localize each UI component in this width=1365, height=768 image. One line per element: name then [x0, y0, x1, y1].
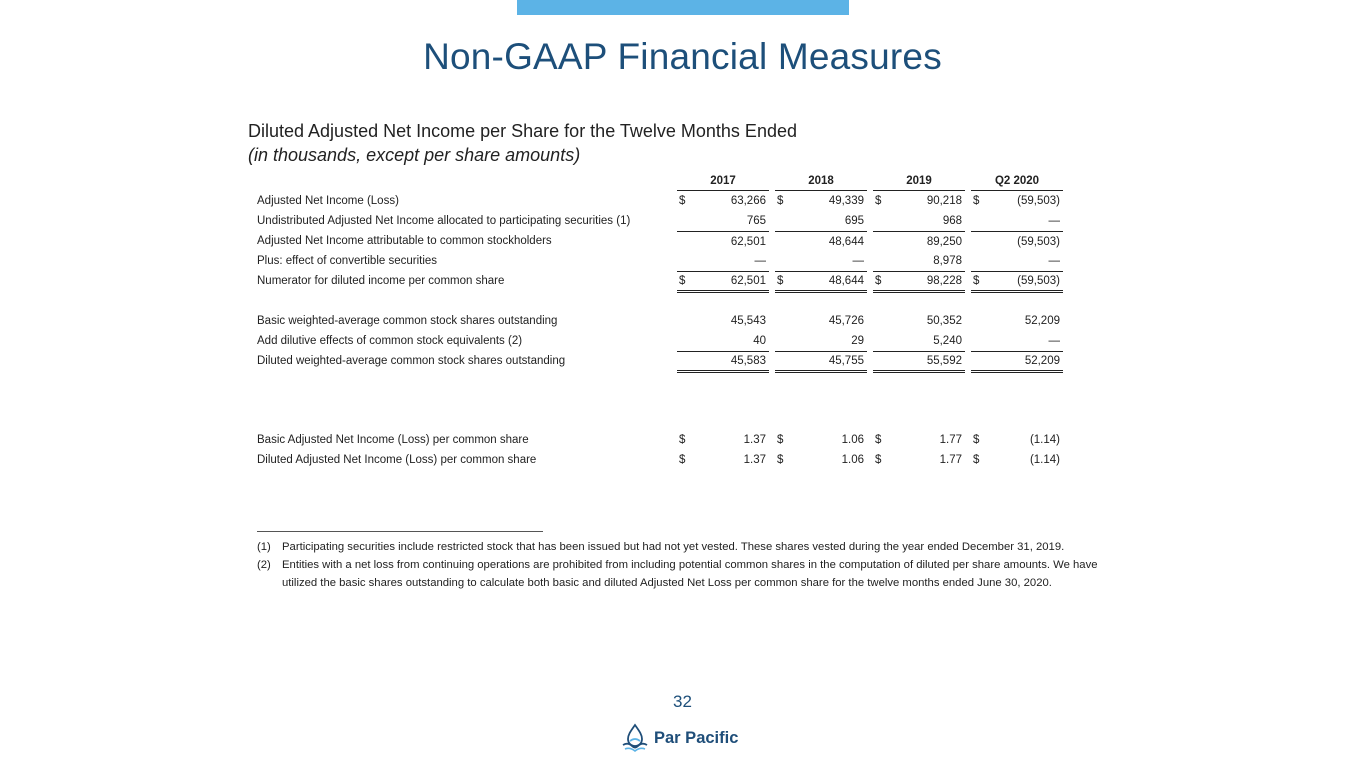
row-label: Basic weighted-average common stock shares outstanding	[257, 315, 558, 327]
cell-value: —	[1048, 255, 1060, 267]
subtitle-line-2: (in thousands, except per share amounts)	[248, 145, 581, 165]
row-label: Diluted weighted-average common stock shares outstanding	[257, 355, 566, 367]
row-label: Adjusted Net Income (Loss)	[257, 195, 399, 207]
cell-value: 45,543	[730, 315, 766, 327]
row-label: Add dilutive effects of common stock equivalents (2)	[257, 335, 523, 347]
column-header: 2018	[775, 171, 867, 191]
footnotes	[257, 531, 1117, 592]
cell-value: 1.37	[743, 454, 766, 466]
cell-value: 89,250	[926, 236, 962, 248]
cell-value: 50,352	[926, 315, 962, 327]
page-number: 32	[673, 692, 692, 711]
table-cell	[971, 351, 1063, 373]
table-cell	[873, 311, 965, 331]
table-cell	[677, 351, 769, 373]
cell-value: 8,978	[933, 255, 962, 267]
table-row	[257, 450, 1063, 470]
cell-value: 48,644	[828, 275, 864, 287]
company-logo	[620, 722, 738, 754]
currency-symbol: $	[777, 434, 784, 446]
cell-value: 1.77	[939, 434, 962, 446]
cell-value: 29	[851, 335, 864, 347]
cell-value: (59,503)	[1017, 236, 1060, 248]
currency-symbol: $	[679, 275, 686, 287]
table-cell	[971, 271, 1063, 293]
table-cell	[873, 351, 965, 373]
cell-value: 1.06	[841, 454, 864, 466]
cell-value: 62,501	[730, 275, 766, 287]
currency-symbol: $	[679, 454, 686, 466]
currency-symbol: $	[973, 434, 980, 446]
table-cell	[677, 231, 769, 252]
footnote-2: (2) Entities with a net loss from continuing operations are prohibited from including potential common shares in the computation of diluted per share amounts. We have utilized the basic shares outstanding to calculate both basic and diluted Adjusted Net Loss per common share for the twelve months ended June 30, 2020.	[257, 559, 1098, 589]
table-row	[257, 311, 1063, 331]
top-accent-bar	[517, 0, 849, 15]
cell-value: (1.14)	[1029, 454, 1060, 466]
row-label: Plus: effect of convertible securities	[257, 255, 438, 267]
footnote-1: (1) Participating securities include restricted stock that has been issued but had not yet vested. These shares vested during the year ended December 31, 2019.	[257, 541, 1065, 553]
table-cell	[873, 331, 965, 352]
table-cell	[971, 331, 1063, 352]
table-row	[257, 351, 1063, 371]
table-cell	[873, 211, 965, 231]
cell-value: —	[1048, 215, 1060, 227]
currency-symbol: $	[679, 434, 686, 446]
table-cell	[971, 450, 1063, 470]
table-row	[257, 191, 1063, 211]
cell-value: (59,503)	[1017, 195, 1060, 207]
page-title: Non-GAAP Financial Measures	[423, 36, 942, 77]
cell-value: 40	[753, 335, 766, 347]
cell-value: 45,755	[828, 355, 864, 367]
table-cell	[775, 251, 867, 272]
table-cell	[677, 331, 769, 352]
cell-value: 1.77	[939, 454, 962, 466]
table-cell	[677, 311, 769, 331]
table-cell	[873, 430, 965, 450]
currency-symbol: $	[875, 195, 882, 207]
par-pacific-logo-icon	[620, 722, 650, 754]
table-cell	[775, 271, 867, 293]
table-cell	[971, 251, 1063, 272]
cell-value: 98,228	[926, 275, 962, 287]
row-label: Diluted Adjusted Net Income (Loss) per common share	[257, 454, 537, 466]
table-row	[257, 211, 1063, 231]
table-subtitle	[248, 119, 797, 167]
table-spacer	[257, 371, 1063, 430]
cell-value: 5,240	[933, 335, 962, 347]
table-cell	[677, 271, 769, 293]
cell-value: 48,644	[828, 236, 864, 248]
table-cell	[873, 191, 965, 211]
currency-symbol: $	[875, 454, 882, 466]
table-row	[257, 331, 1063, 351]
cell-value: —	[1048, 335, 1060, 347]
table-cell	[873, 251, 965, 272]
table-cell	[971, 430, 1063, 450]
table-cell	[971, 191, 1063, 211]
table-cell	[775, 351, 867, 373]
cell-value: 63,266	[730, 195, 766, 207]
table-cell	[775, 231, 867, 252]
currency-symbol: $	[679, 195, 686, 207]
table-cell	[775, 450, 867, 470]
column-header: 2017	[677, 171, 769, 191]
column-header: 2019	[873, 171, 965, 191]
currency-symbol: $	[777, 275, 784, 287]
cell-value: 765	[746, 215, 766, 227]
table-header-row	[257, 171, 1063, 191]
table-row	[257, 430, 1063, 450]
cell-value: 1.06	[841, 434, 864, 446]
cell-value: 49,339	[828, 195, 864, 207]
table-cell	[775, 331, 867, 352]
cell-value: 1.37	[743, 434, 766, 446]
row-label: Basic Adjusted Net Income (Loss) per common share	[257, 434, 529, 446]
row-label: Adjusted Net Income attributable to common stockholders	[257, 235, 552, 247]
table-cell	[775, 311, 867, 331]
table-cell	[677, 191, 769, 211]
table-cell	[873, 450, 965, 470]
currency-symbol: $	[973, 275, 980, 287]
cell-value: (1.14)	[1029, 434, 1060, 446]
column-header: Q2 2020	[971, 171, 1063, 191]
table-row	[257, 231, 1063, 251]
currency-symbol: $	[973, 195, 980, 207]
table-cell	[677, 450, 769, 470]
table-cell	[775, 430, 867, 450]
cell-value: 968	[942, 215, 962, 227]
cell-value: 45,726	[828, 315, 864, 327]
cell-value: 55,592	[926, 355, 962, 367]
table-spacer	[257, 291, 1063, 311]
cell-value: 52,209	[1024, 355, 1060, 367]
row-label: Undistributed Adjusted Net Income allocated to participating securities (1)	[257, 215, 631, 227]
row-label: Numerator for diluted income per common share	[257, 275, 505, 287]
cell-value: 695	[844, 215, 864, 227]
currency-symbol: $	[875, 275, 882, 287]
subtitle-line-1: Diluted Adjusted Net Income per Share for the Twelve Months Ended	[248, 121, 797, 141]
footnote-rule	[257, 531, 543, 532]
table-cell	[775, 211, 867, 231]
currency-symbol: $	[777, 195, 784, 207]
table-cell	[677, 211, 769, 231]
currency-symbol: $	[973, 454, 980, 466]
table-cell	[775, 191, 867, 211]
table-cell	[971, 311, 1063, 331]
cell-value: 52,209	[1024, 315, 1060, 327]
table-cell	[873, 271, 965, 293]
cell-value: 90,218	[926, 195, 962, 207]
table-cell	[677, 251, 769, 272]
financial-table	[257, 171, 1063, 470]
cell-value: —	[852, 255, 864, 267]
table-cell	[873, 231, 965, 252]
cell-value: —	[754, 255, 766, 267]
table-cell	[971, 211, 1063, 231]
logo-text: Par Pacific	[654, 728, 739, 747]
table-cell	[971, 231, 1063, 252]
cell-value: 45,583	[730, 355, 766, 367]
cell-value: (59,503)	[1017, 275, 1060, 287]
currency-symbol: $	[875, 434, 882, 446]
table-row	[257, 271, 1063, 291]
currency-symbol: $	[777, 454, 784, 466]
table-row	[257, 251, 1063, 271]
table-cell	[677, 430, 769, 450]
cell-value: 62,501	[730, 236, 766, 248]
